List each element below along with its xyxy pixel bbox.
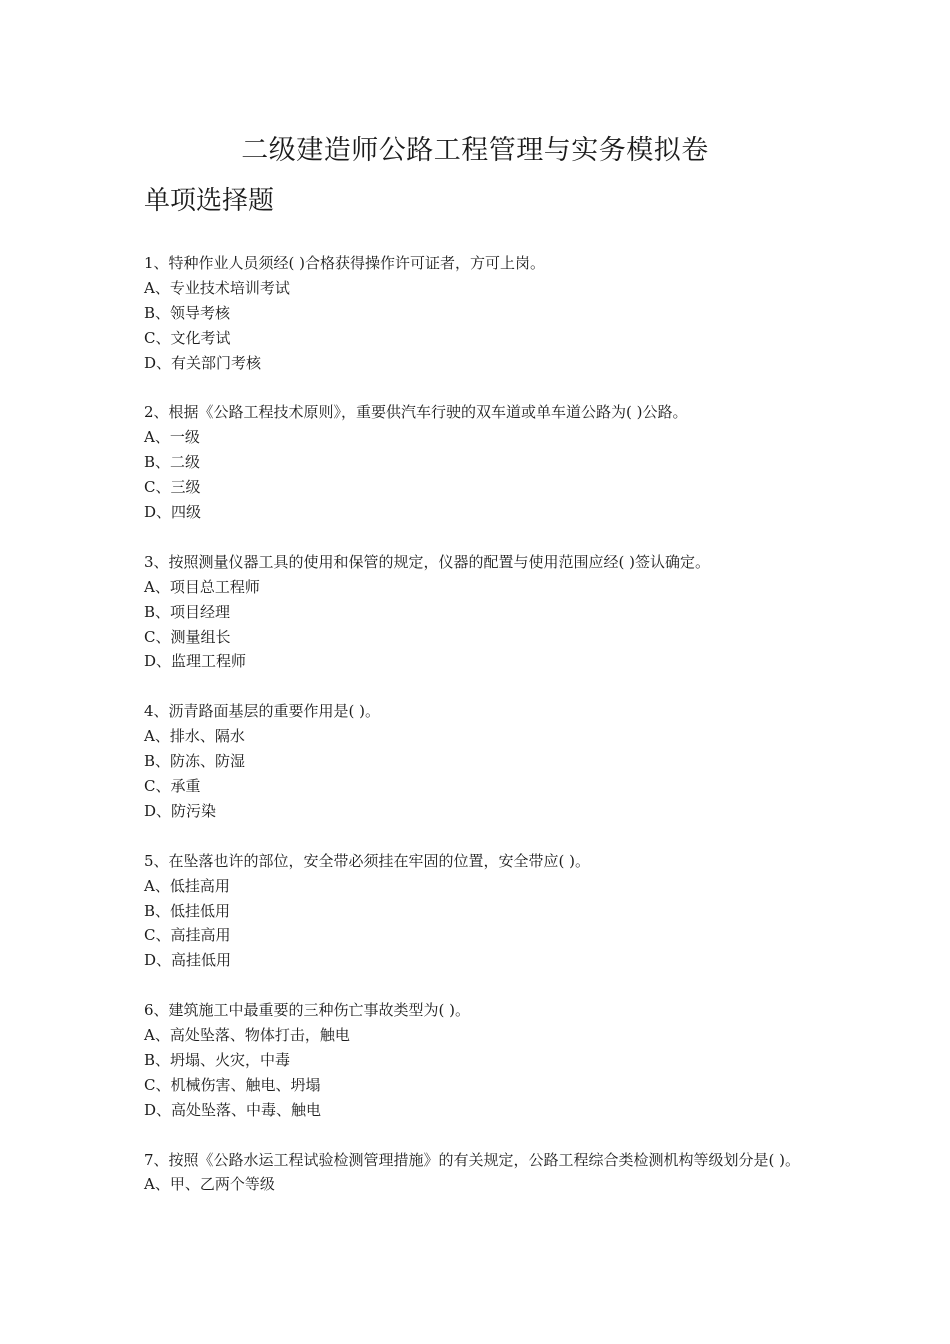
question-stem: 7、按照《公路水运工程试验检测管理措施》的有关规定，公路工程综合类检测机构等级划分是( )。: [144, 1150, 801, 1169]
option-a: A、甲、乙两个等级: [144, 1175, 275, 1194]
option-d: D、高处坠落、中毒、触电: [144, 1100, 322, 1119]
option-a: A、高处坠落、物体打击，触电: [144, 1026, 350, 1045]
option-c: C、文化考试: [144, 328, 231, 347]
question-6: [144, 998, 814, 1123]
option-b: B、防冻、防湿: [144, 752, 246, 771]
option-c: C、机械伤害、触电、坍塌: [144, 1075, 321, 1094]
option-c: C、三级: [144, 478, 201, 497]
question-3: [144, 550, 814, 675]
option-b: B、低挂低用: [144, 901, 231, 920]
question-stem: 4、沥青路面基层的重要作用是( )。: [144, 702, 381, 721]
question-4: [144, 699, 814, 824]
option-a: A、低挂高用: [144, 876, 230, 895]
option-d: D、防污染: [144, 801, 217, 820]
question-stem: 3、按照测量仪器工具的使用和保管的规定，仪器的配置与使用范围应经( )签认确定。: [144, 552, 711, 571]
question-stem: 1、特种作业人员须经( )合格获得操作许可证者，方可上岗。: [144, 254, 546, 272]
option-d: D、监理工程师: [144, 652, 247, 671]
option-a: A、一级: [144, 428, 200, 447]
option-c: C、测量组长: [144, 627, 231, 646]
option-d: D、有关部门考核: [144, 353, 262, 372]
question-7: [144, 1148, 814, 1198]
option-b: B、项目经理: [144, 602, 231, 621]
question-list: [144, 251, 814, 1222]
option-a: A、项目总工程师: [144, 577, 260, 596]
option-c: C、承重: [144, 776, 201, 795]
section-title: 单项选择题: [144, 186, 275, 216]
option-a: A、排水、隔水: [144, 727, 245, 746]
question-1: [144, 251, 814, 376]
option-d: D、高挂低用: [144, 951, 232, 970]
option-a: A、专业技术培训考试: [144, 278, 290, 297]
question-2: [144, 400, 814, 525]
option-b: B、坍塌、火灾，中毒: [144, 1050, 291, 1069]
option-b: B、二级: [144, 453, 201, 472]
question-5: [144, 849, 814, 974]
question-stem: 2、根据《公路工程技术原则》，重要供汽车行驶的双车道或单车道公路为( )公路。: [144, 403, 688, 422]
option-b: B、领导考核: [144, 303, 231, 322]
question-stem: 5、在坠落也许的部位，安全带必须挂在牢固的位置，安全带应( )。: [144, 851, 591, 870]
document-title: 二级建造师公路工程管理与实务模拟卷: [241, 135, 709, 166]
option-c: C、高挂高用: [144, 926, 231, 945]
option-d: D、四级: [144, 503, 202, 522]
question-stem: 6、建筑施工中最重要的三种伤亡事故类型为( )。: [144, 1001, 471, 1020]
